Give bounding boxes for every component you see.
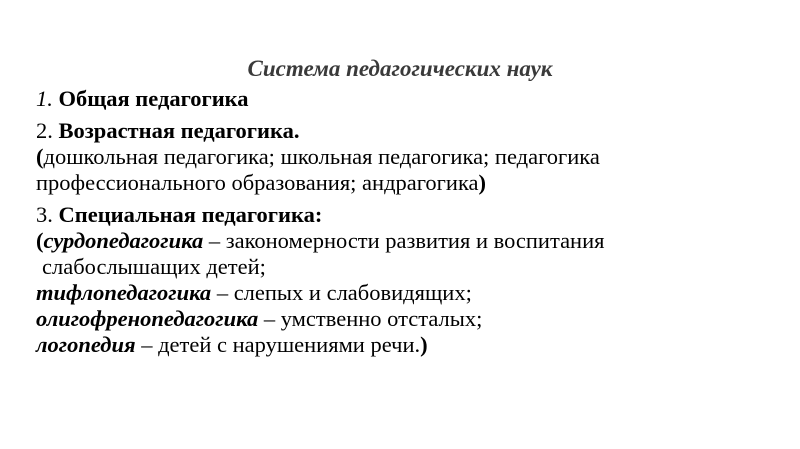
item-2-description-line-2 [36, 170, 776, 196]
item-2-description-line-1 [36, 144, 776, 170]
item-3-sub-1-cont [36, 254, 776, 280]
item-3-number: 3. [36, 202, 59, 227]
sub-1-desc: – закономерности развития и воспитания [203, 228, 605, 253]
slide-content [36, 86, 776, 358]
item-3-open-paren: ( [36, 228, 44, 253]
sub-1-term: сурдопедагогика [43, 228, 204, 253]
sub-4-term: логопедия [36, 332, 136, 357]
sub-2-term: тифлопедагогика [36, 280, 212, 305]
item-3-close-paren: ) [420, 332, 428, 357]
slide-title: Система педагогических наук [247, 56, 553, 81]
list-item-1 [36, 86, 776, 112]
sub-3-term: олигофренопедагогика [36, 306, 259, 331]
item-3-sub-2 [36, 280, 776, 306]
item-3-label: Специальная педагогика: [58, 202, 323, 227]
item-2-number: 2. [36, 118, 59, 143]
item-2-desc-1: дошкольная педагогика; школьная педагогика; педагогика [43, 144, 600, 169]
sub-1-desc-2: слабослышащих детей; [42, 254, 266, 279]
item-2-open-paren: ( [36, 144, 44, 169]
item-2-desc-2: профессионального образования; андрагогика [36, 170, 479, 195]
list-item-2 [36, 118, 776, 144]
list-item-3 [36, 202, 776, 228]
sub-3-desc: – умственно отсталых; [258, 306, 483, 331]
item-2-label: Возрастная педагогика. [58, 118, 300, 143]
item-1-number: 1. [36, 86, 53, 111]
sub-2-desc: – слепых и слабовидящих; [211, 280, 472, 305]
item-3-sub-1 [36, 228, 776, 254]
item-3-sub-3 [36, 306, 776, 332]
item-3-sub-4 [36, 332, 776, 358]
sub-4-desc: – детей с нарушениями речи. [135, 332, 421, 357]
item-2-close-paren: ) [478, 170, 487, 195]
item-1-label: Общая педагогика [58, 86, 249, 111]
